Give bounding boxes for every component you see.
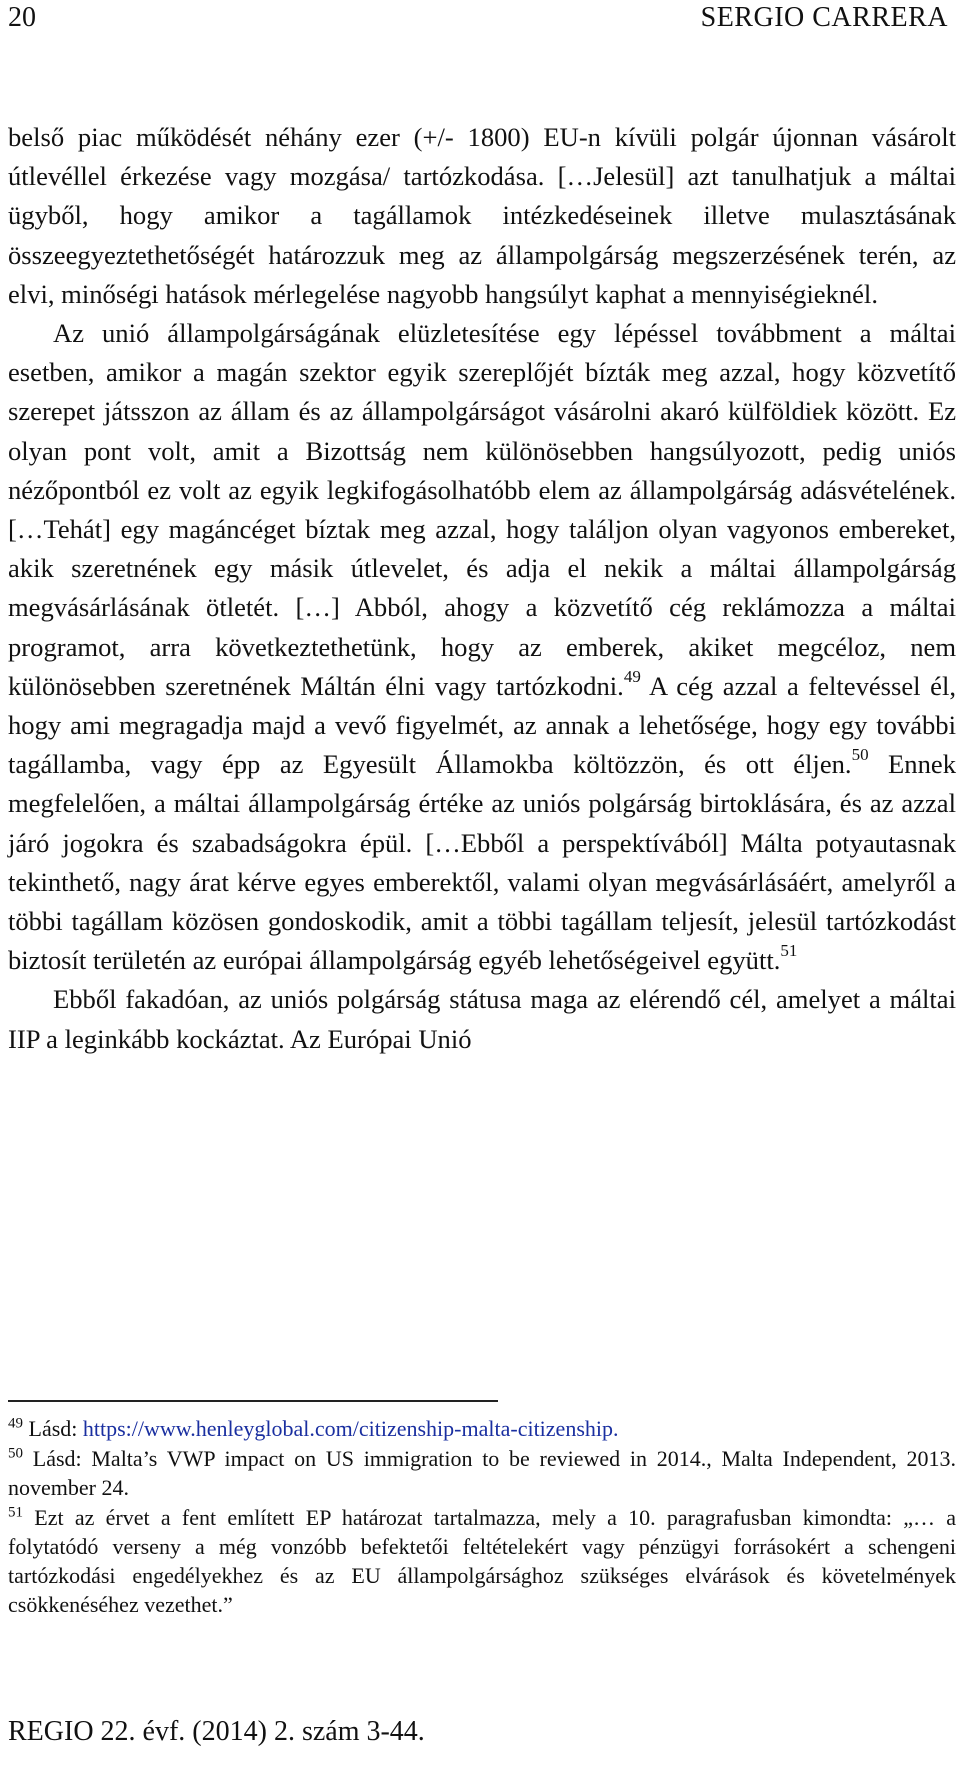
footnotes [8,1414,956,1620]
footnote-ref-49[interactable]: 49 [623,666,641,686]
footnote-ref-50[interactable]: 50 [851,745,869,765]
running-head: SERGIO CARRERA [700,2,948,33]
paragraph-2-part-c: Ennek megfelelően, a máltai állampolgárság értéke az uniós polgárság birtoklására, és az azzal járó jogokra és szabadságokra épül. […Ebből a perspektívából] Málta potyautasnak tekinthető, nagy árat kérve egyes emberektől, valami olyan megvásárlásáért, amelyről a többi tagállam közösen gondoskodik, amit a többi tagállam teljesít, jelesül tartózkodást biztosít területén az európai állampolgárság egyéb lehetőségeivel együtt. [8,749,956,976]
footnote-number: 49 [8,1415,23,1432]
footnote-separator [8,1400,498,1402]
paragraph-1: belső piac működését néhány ezer (+/- 1800) EU-n kívüli polgár újonnan vásárolt útlevéllel érkezése vagy mozgása/ tartózkodása. […Jelesül] azt tanulhatjuk a máltai ügyből, hogy amikor a tagállamok intézkedéseinek illetve mulasztásának összeegyeztethetőségét határozzuk meg az állampolgárság megszerzésének terén, az elvi, minőségi hatások mérlegelése nagyobb hangsúlyt kaphat a mennyiségieknél. [8,122,956,309]
page-header [0,0,960,40]
footnote-link[interactable]: https://www.henleyglobal.com/citizenship-malta-citizenship. [82,1416,619,1441]
main-text [8,118,956,1059]
footnote-ref-51[interactable]: 51 [780,941,798,961]
footnote-prefix: Lásd: [28,1416,83,1441]
paragraph-2-part-a: Az unió állampolgárságának elüzletesítése egy lépéssel továbbment a máltai esetben, amikor a magán szektor egyik szereplőjét bízták meg azzal, hogy közvetítő szerepet játsszon az állam és az állampolgárságot vásárolni akaró külföldiek között. Ez olyan pont volt, amit a Bizottság nem különösebben hangsúlyozott, pedig uniós nézőpontból ez volt az egyik legkifogásolhatóbb elem az állampolgárság adásvételének. […Tehát] egy magáncéget bíztak meg azzal, hogy találjon olyan vagyonos embereket, akik szeretnének egy másik útlevelet, és adja el nekik a máltai állampolgárság megvásárlásának ötletét. […] Abból, ahogy a közvetítő cég reklámozza a máltai programot, arra következtethetünk, hogy az emberek, akiket megcéloz, nem különösebben szeretnének Máltán élni vagy tartózkodni. [8,318,956,701]
paragraph-3: Ebből fakadóan, az uniós polgárság státusa maga az elérendő cél, amelyet a máltai IIP a leginkább kockáztat. Az Európai Unió [8,984,956,1054]
paragraph-2-part-b: A cég azzal a feltevéssel él, hogy ami megragadja majd a vevő figyelmét, az annak a lehetősége, hogy egy további tagállamba, vagy épp az Egyesült Államokba költözzön, és ott éljen. [8,670,956,780]
footnote-number: 50 [8,1445,23,1462]
footnote-number: 51 [8,1504,23,1521]
page-footer: REGIO 22. évf. (2014) 2. szám 3-44. [8,1716,425,1747]
page-number: 20 [8,2,36,33]
footnote-51 [8,1503,956,1619]
footnote-50 [8,1444,956,1502]
footnote-49 [8,1414,956,1443]
paragraph-2 [8,314,956,980]
footnote-text: Ezt az érvet a fent említett EP határozat tartalmazza, mely a 10. paragrafusban kimondta: „… a folytatódó verseny a még vonzóbb befektetői feltételekért vagy pénzügyi forrásokért a schengeni tartózkodási engedélyekhez és az EU állampolgársághoz szükséges elvárások és követelmények csökkenéséhez vezethet.” [8,1505,956,1617]
footnote-text: Lásd: Malta’s VWP impact on US immigration to be reviewed in 2014., Malta Independent, 2013. november 24. [8,1446,957,1500]
